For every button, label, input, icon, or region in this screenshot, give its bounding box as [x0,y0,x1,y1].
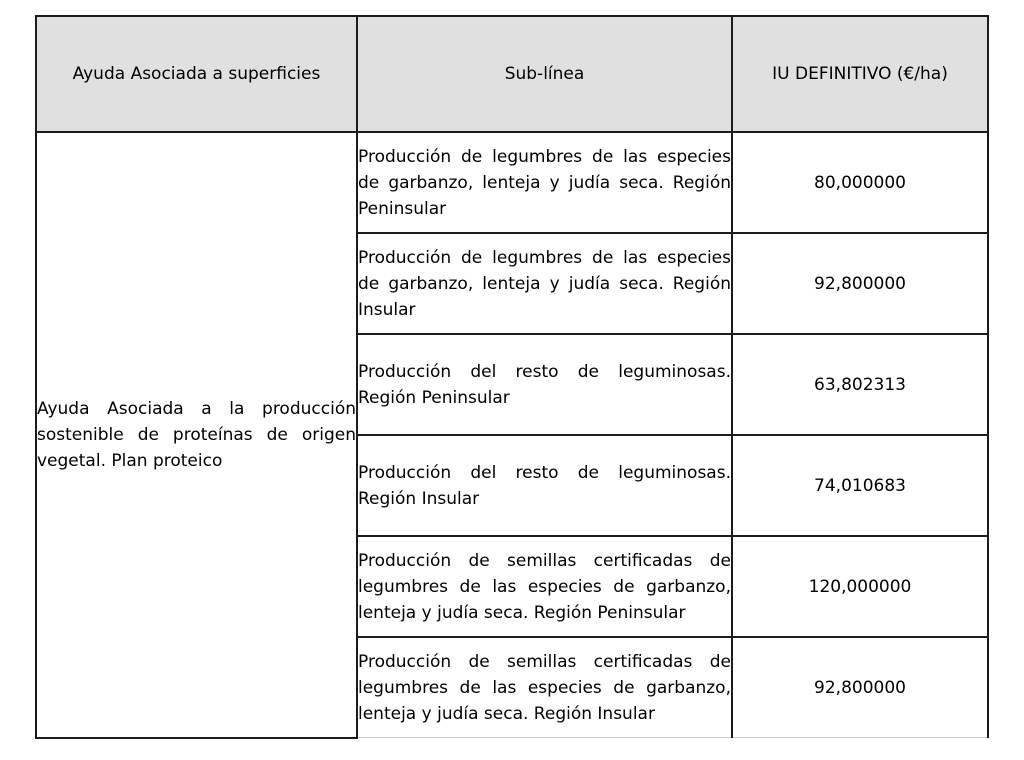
header-subline: Sub-línea [357,16,732,132]
subline-cell: Producción de legumbres de las especies de garbanzo, lenteja y judía seca. Región Insular [357,233,732,334]
header-unit-amount: IU DEFINITIVO (€/ha) [732,16,988,132]
aid-group-cell: Ayuda Asociada a la producción sostenible de proteínas de origen vegetal. Plan proteico [36,132,357,738]
header-aid-type: Ayuda Asociada a superficies [36,16,357,132]
unit-amount-cell: 74,010683 [732,435,988,536]
unit-amount-cell: 63,802313 [732,334,988,435]
subline-cell: Producción del resto de leguminosas. Región Peninsular [357,334,732,435]
unit-amount-cell: 92,800000 [732,637,988,738]
unit-amount-cell: 92,800000 [732,233,988,334]
subline-cell: Producción de legumbres de las especies de garbanzo, lenteja y judía seca. Región Peninsular [357,132,732,233]
unit-amount-cell: 120,000000 [732,536,988,637]
subline-cell: Producción de semillas certificadas de legumbres de las especies de garbanzo, lenteja y judía seca. Región Insular [357,637,732,738]
subline-cell: Producción de semillas certificadas de legumbres de las especies de garbanzo, lenteja y judía seca. Región Peninsular [357,536,732,637]
table-row [36,132,988,233]
header-row [36,16,988,132]
aid-unit-amounts-table [35,15,989,739]
unit-amount-cell: 80,000000 [732,132,988,233]
subline-cell: Producción del resto de leguminosas. Región Insular [357,435,732,536]
